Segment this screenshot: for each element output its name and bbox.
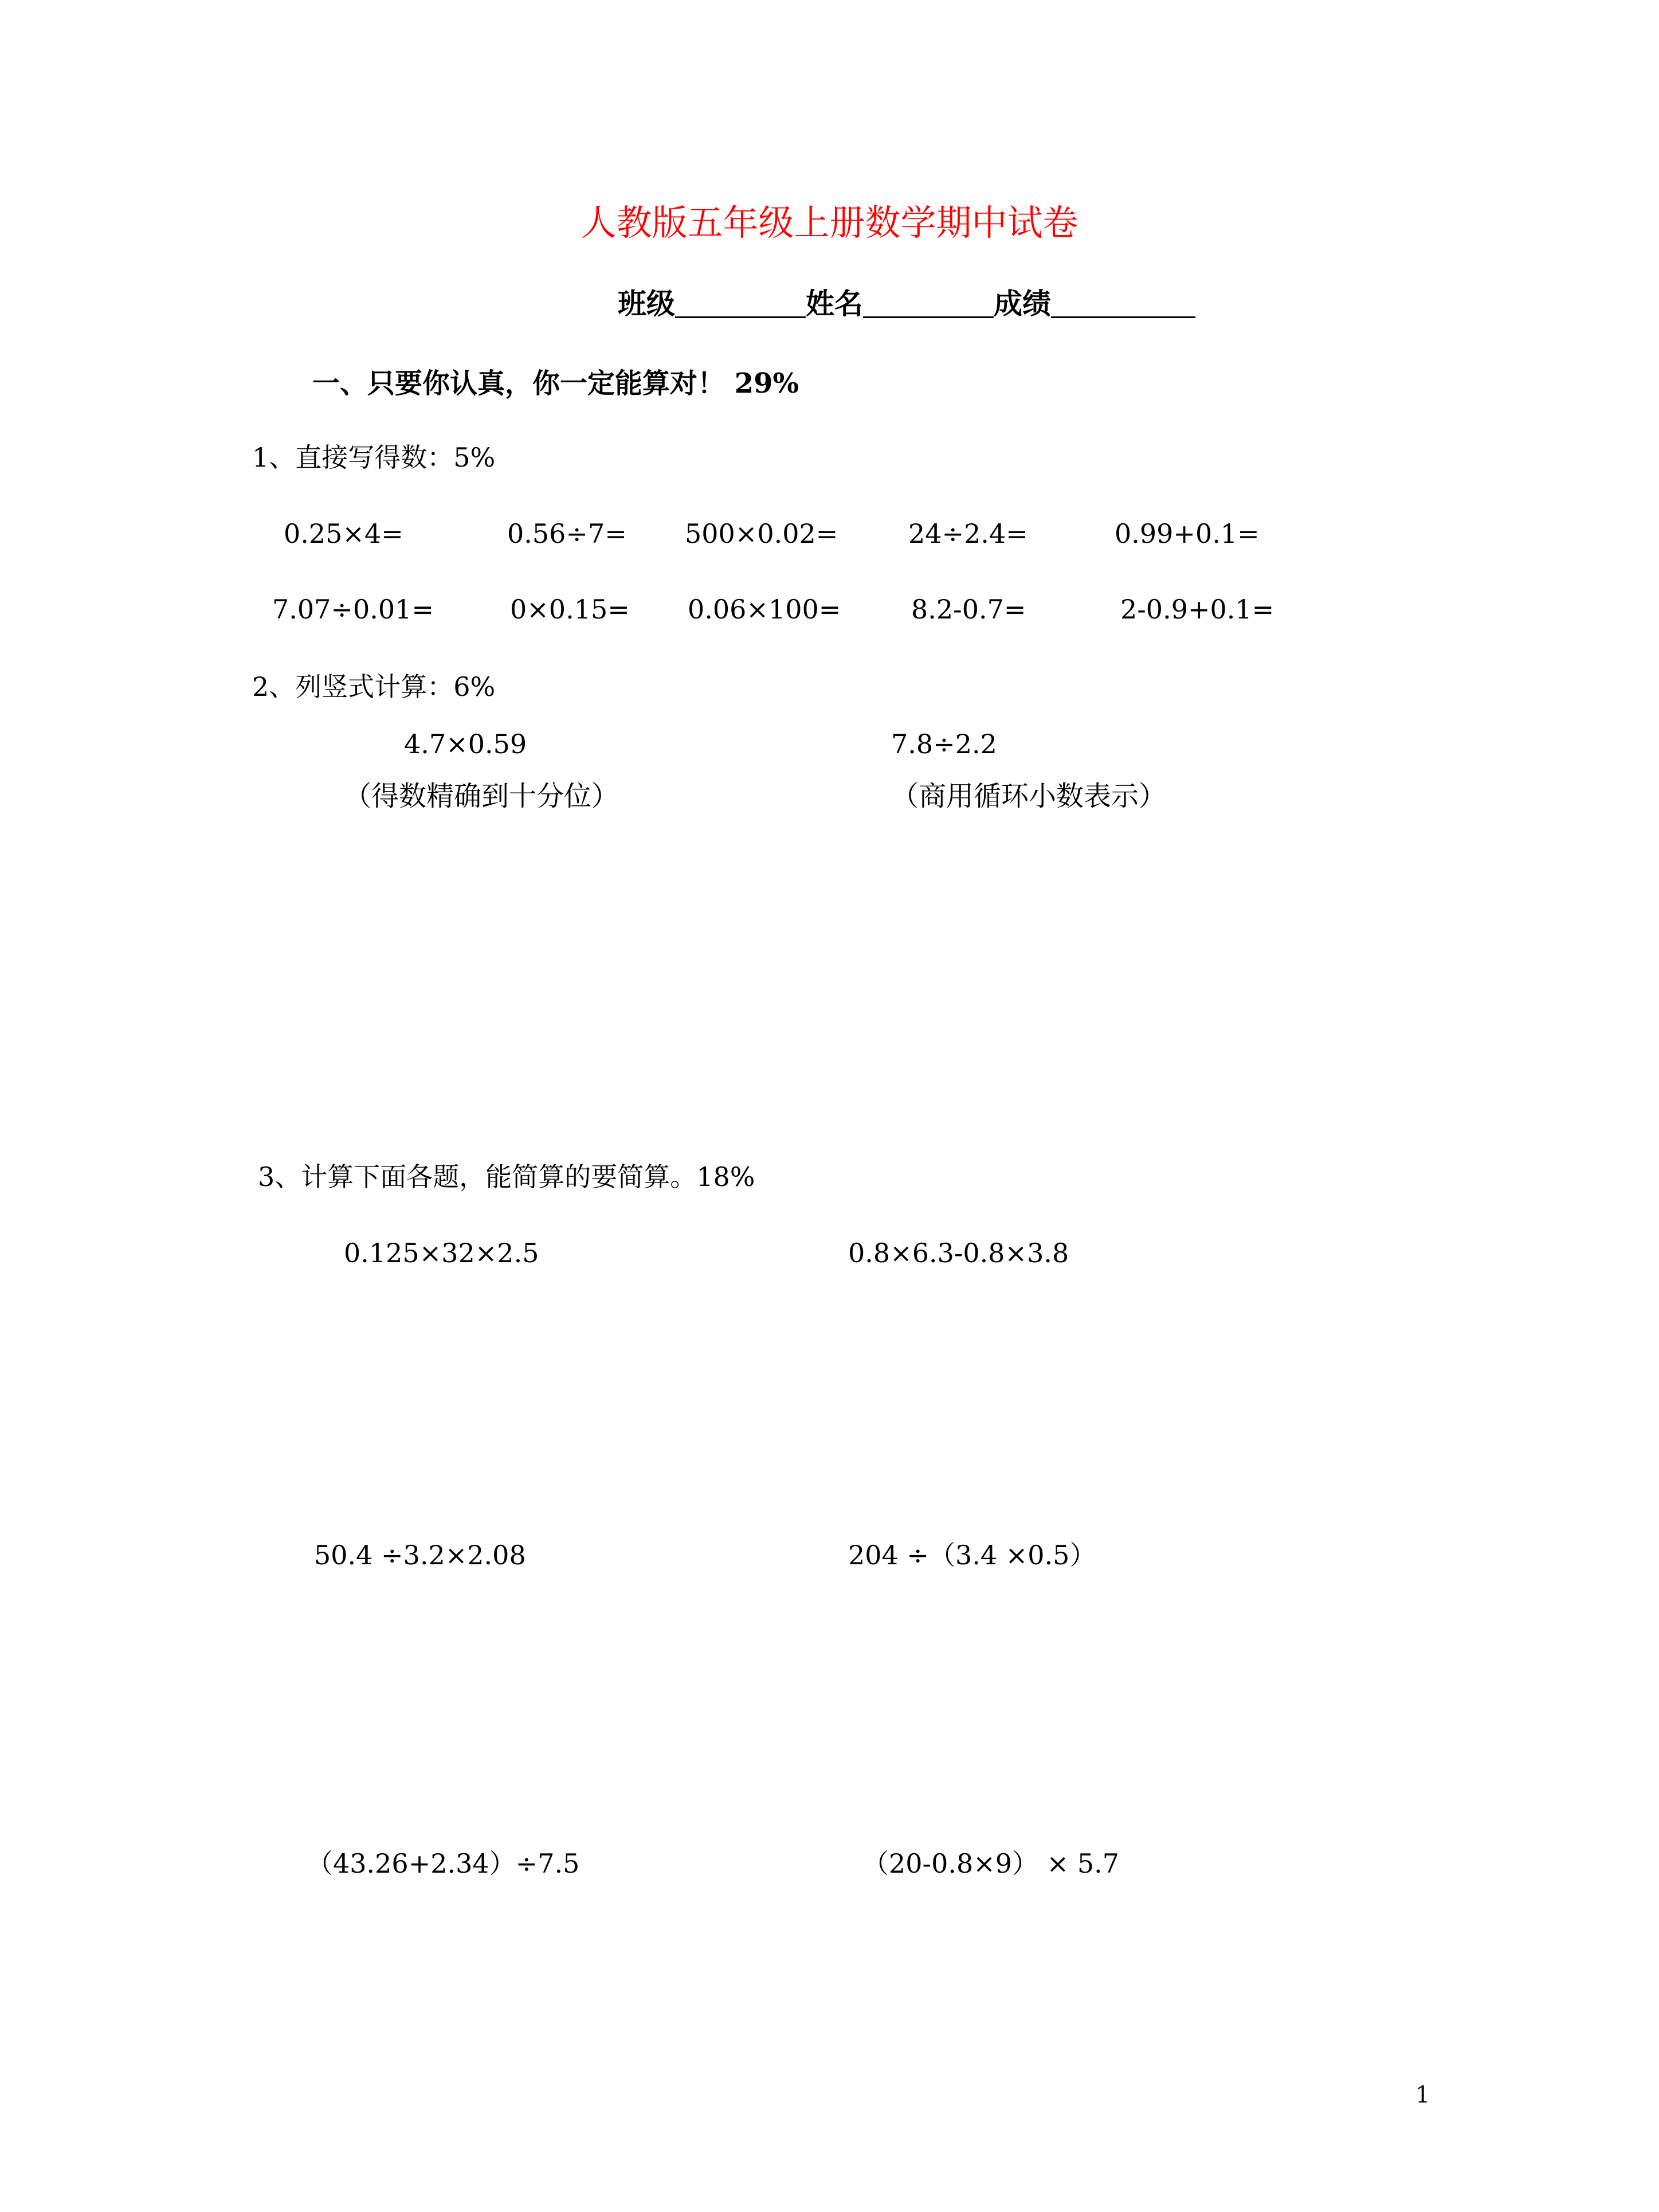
student-info-line bbox=[618, 289, 1195, 318]
class-label: 班级 bbox=[618, 287, 675, 320]
q1-expr: 8.2-0.7= bbox=[911, 594, 1026, 625]
q1-expr: 2-0.9+0.1= bbox=[1120, 594, 1274, 625]
exam-title: 人教版五年级上册数学期中试卷 bbox=[581, 202, 1078, 244]
section-1-heading: 一、只要你认真，你一定能算对！ 29% bbox=[312, 367, 799, 400]
q1-expr: 0.06×100= bbox=[688, 594, 841, 625]
q3-title: 3、计算下面各题，能简算的要简算。18% bbox=[258, 1161, 755, 1192]
q1-expr: 0×0.15= bbox=[510, 594, 630, 625]
q1-expr: 0.25×4= bbox=[284, 518, 403, 549]
q2-expr: 4.7×0.59 bbox=[404, 729, 527, 759]
name-label: 姓名 bbox=[806, 287, 863, 320]
name-blank[interactable] bbox=[863, 290, 994, 318]
q1-expr: 0.56÷7= bbox=[507, 518, 627, 549]
q1-title: 1、直接写得数：5% bbox=[252, 442, 496, 473]
q2-expr: 7.8÷2.2 bbox=[891, 729, 997, 759]
q3-expr: （20-0.8×9） × 5.7 bbox=[862, 1848, 1119, 1879]
q1-expr: 24÷2.4= bbox=[908, 518, 1028, 549]
q3-expr: 204 ÷（3.4 ×0.5） bbox=[848, 1540, 1096, 1571]
q3-expr: 50.4 ÷3.2×2.08 bbox=[314, 1540, 526, 1571]
page-number: 1 bbox=[1415, 2082, 1430, 2108]
score-blank[interactable] bbox=[1051, 290, 1195, 318]
q3-expr: 0.8×6.3-0.8×3.8 bbox=[848, 1238, 1069, 1269]
q1-expr: 500×0.02= bbox=[685, 518, 838, 549]
q2-note: （得数精确到十分位） bbox=[344, 780, 619, 812]
q1-expr: 0.99+0.1= bbox=[1115, 518, 1260, 549]
score-label: 成绩 bbox=[994, 287, 1051, 320]
q2-title: 2、列竖式计算：6% bbox=[252, 671, 496, 702]
q1-expr: 7.07÷0.01= bbox=[272, 594, 434, 625]
class-blank[interactable] bbox=[675, 290, 806, 318]
q3-expr: 0.125×32×2.5 bbox=[344, 1238, 539, 1269]
q2-note: （商用循环小数表示） bbox=[891, 780, 1167, 812]
q3-expr: （43.26+2.34）÷7.5 bbox=[307, 1848, 580, 1879]
